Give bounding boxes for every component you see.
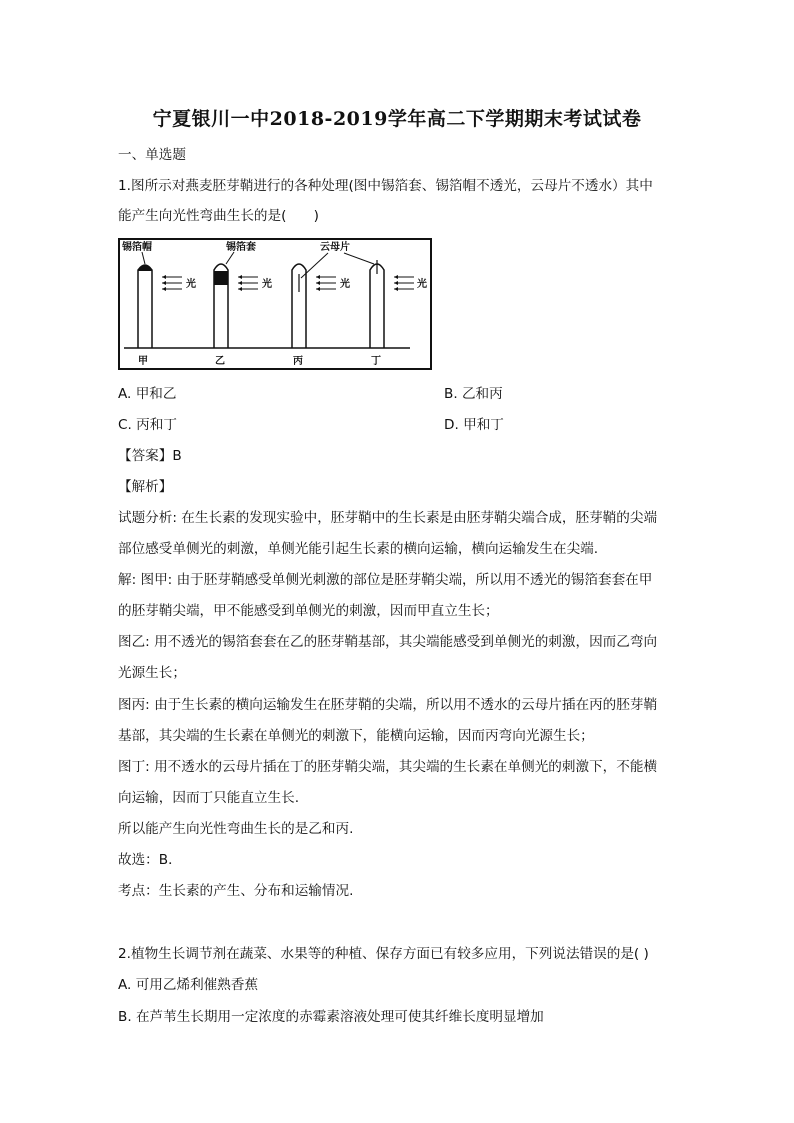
light-label-2: 光 <box>262 279 272 290</box>
q1-option-a: A. 甲和乙 <box>118 386 177 402</box>
q2-option-b: B. 在芦苇生长期用一定浓度的赤霉素溶液处理可使其纤维长度明显增加 <box>118 1009 544 1025</box>
label-bing: 丙 <box>293 356 303 367</box>
q1-option-b: B. 乙和丙 <box>444 386 503 402</box>
q1-analysis-line: 试题分析: 在生长素的发现实验中，胚芽鞘中的生长素是由胚芽鞘尖端合成，胚芽鞘的尖端 <box>118 510 658 526</box>
q1-analysis-line: 图丙: 由于生长素的横向运输发生在胚芽鞘的尖端，所以用不透水的云母片插在丙的胚芽鞘 <box>118 697 658 713</box>
q1-analysis-line: 向运输，因而丁只能直立生长. <box>118 790 300 806</box>
q1-figure <box>118 238 432 370</box>
q2-option-a: A. 可用乙烯利催熟香蕉 <box>118 977 259 993</box>
q1-analysis-line: 图丁: 用不透水的云母片插在丁的胚芽鞘尖端，其尖端的生长素在单侧光的刺激下，不能横 <box>118 759 658 775</box>
light-label-3: 光 <box>340 279 350 290</box>
q1-option-d: D. 甲和丁 <box>444 417 504 433</box>
q1-analysis-line: 考点：生长素的产生、分布和运输情况. <box>118 883 354 899</box>
q1-analysis-heading: 【解析】 <box>118 479 173 495</box>
coleoptile-diagram <box>118 238 432 370</box>
label-mica: 云母片 <box>320 242 350 253</box>
q1-analysis-line: 基部，其尖端的生长素在单侧光的刺激下，能横向运输，因而丙弯向光源生长； <box>118 728 594 744</box>
q1-analysis-line: 部位感受单侧光的刺激，单侧光能引起生长素的横向运输，横向运输发生在尖端. <box>118 541 599 557</box>
q1-stem-line2: 能产生向光性弯曲生长的是( ) <box>118 208 319 224</box>
label-foil-sleeve: 锡箔套 <box>226 242 256 253</box>
q1-analysis-line: 光源生长； <box>118 665 186 681</box>
light-label-1: 光 <box>186 279 196 290</box>
label-ding: 丁 <box>371 356 381 367</box>
q1-analysis-line: 故选：B． <box>118 852 182 868</box>
q2-stem: 2.植物生长调节剂在蔬菜、水果等的种植、保存方面已有较多应用，下列说法错误的是( ) <box>118 946 649 962</box>
q1-analysis-line: 的胚芽鞘尖端，甲不能感受到单侧光的刺激，因而甲直立生长； <box>118 603 499 619</box>
light-label-4: 光 <box>417 279 427 290</box>
q1-analysis-line: 所以能产生向光性弯曲生长的是乙和丙. <box>118 821 354 837</box>
label-yi: 乙 <box>215 356 225 367</box>
label-foil-cap: 锡箔帽 <box>122 242 152 253</box>
q1-analysis-line: 图乙: 用不透光的锡箔套套在乙的胚芽鞘基部，其尖端能感受到单侧光的刺激，因而乙弯向 <box>118 634 658 650</box>
q1-answer: 【答案】B <box>118 448 182 464</box>
label-jia: 甲 <box>138 356 148 367</box>
page-title: 宁夏银川一中2018-2019学年高二下学期期末考试试卷 <box>152 108 642 130</box>
q1-analysis-line: 解: 图甲: 由于胚芽鞘感受单侧光刺激的部位是胚芽鞘尖端，所以用不透光的锡箔套套在甲 <box>118 572 653 588</box>
q1-stem-line1: 1.图所示对燕麦胚芽鞘进行的各种处理(图中锡箔套、锡箔帽不透光，云母片不透水）其中 <box>118 178 653 194</box>
q1-option-c: C. 丙和丁 <box>118 417 177 433</box>
section-heading: 一、单选题 <box>118 147 186 163</box>
